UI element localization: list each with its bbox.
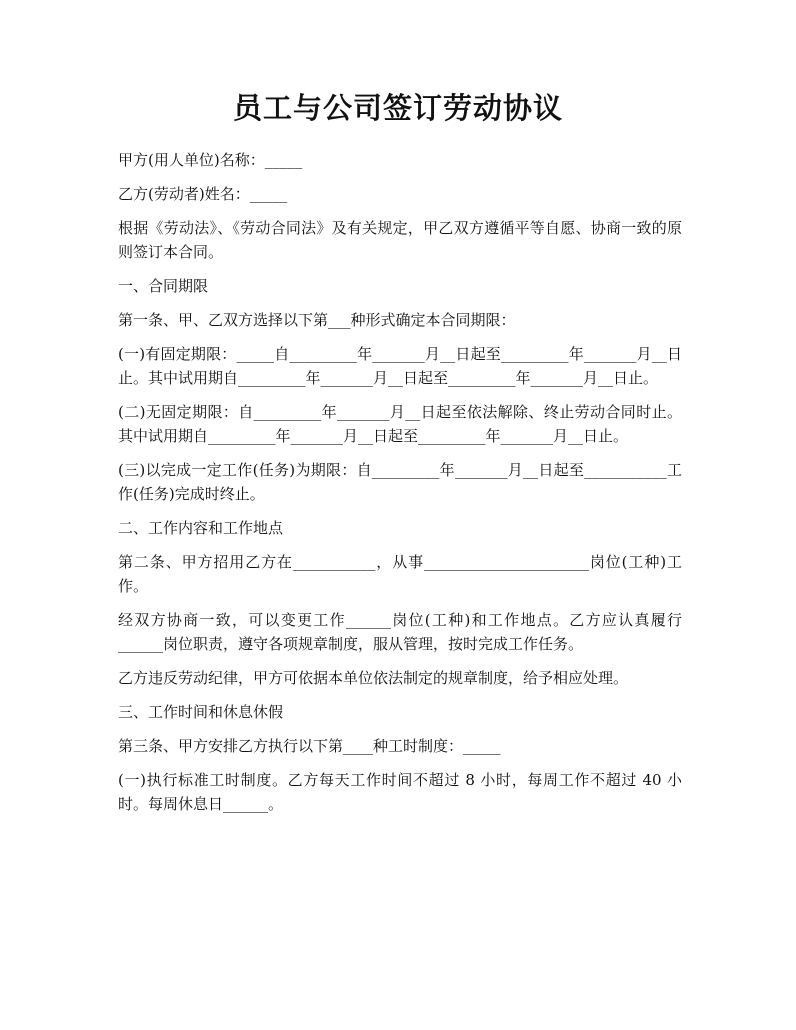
article-3-paragraph: 第三条、甲方安排乙方执行以下第____种工时制度：_____ (118, 737, 501, 755)
preamble-paragraph: 根据《劳动法》、《劳动合同法》及有关规定，甲乙双方遵循平等自愿、协商一致的原则签订本合同。 (118, 219, 682, 261)
section-heading-contract-term: 一、合同期限 (118, 277, 209, 295)
section-heading-work-content: 二、工作内容和工作地点 (118, 519, 284, 537)
party-a-name-line: 甲方(用人单位)名称：_____ (118, 151, 303, 169)
standard-hours-paragraph: (一)执行标准工时制度。乙方每天工作时间不超过 8 小时，每周工作不超过 40 小时。每周休息日______。 (118, 771, 682, 813)
section-heading-working-hours: 三、工作时间和休息休假 (118, 703, 284, 721)
party-b-name-line: 乙方(劳动者)姓名：_____ (118, 185, 288, 203)
change-of-work-paragraph: 经双方协商一致，可以变更工作______岗位(工种)和工作地点。乙方应认真履行______岗位职责，遵守各项规章制度，服从管理，按时完成工作任务。 (118, 611, 682, 653)
fixed-term-paragraph: (一)有固定期限：_____自_________年_______月__日起至_________年_______月__日止。其中试用期自_________年_______月__日起至_________年_______月__日止。 (118, 345, 682, 387)
discipline-paragraph: 乙方违反劳动纪律，甲方可依据本单位依法制定的规章制度，给予相应处理。 (118, 669, 629, 687)
open-term-paragraph: (二)无固定期限：自_________年_______月__日起至依法解除、终止劳动合同时止。其中试用期自_________年_______月__日起至_________年_______月__日止。 (118, 403, 682, 445)
document-title: 员工与公司签订劳动协议 (232, 91, 563, 125)
article-1-paragraph: 第一条、甲、乙双方选择以下第___种形式确定本合同期限： (118, 311, 516, 329)
article-2-paragraph: 第二条、甲方招用乙方在___________，从事______________________岗位(工种)工作。 (118, 553, 682, 595)
task-term-paragraph: (三)以完成一定工作(任务)为期限：自_________年_______月__日起至___________工作(任务)完成时终止。 (118, 461, 682, 503)
document-body (118, 148, 682, 826)
